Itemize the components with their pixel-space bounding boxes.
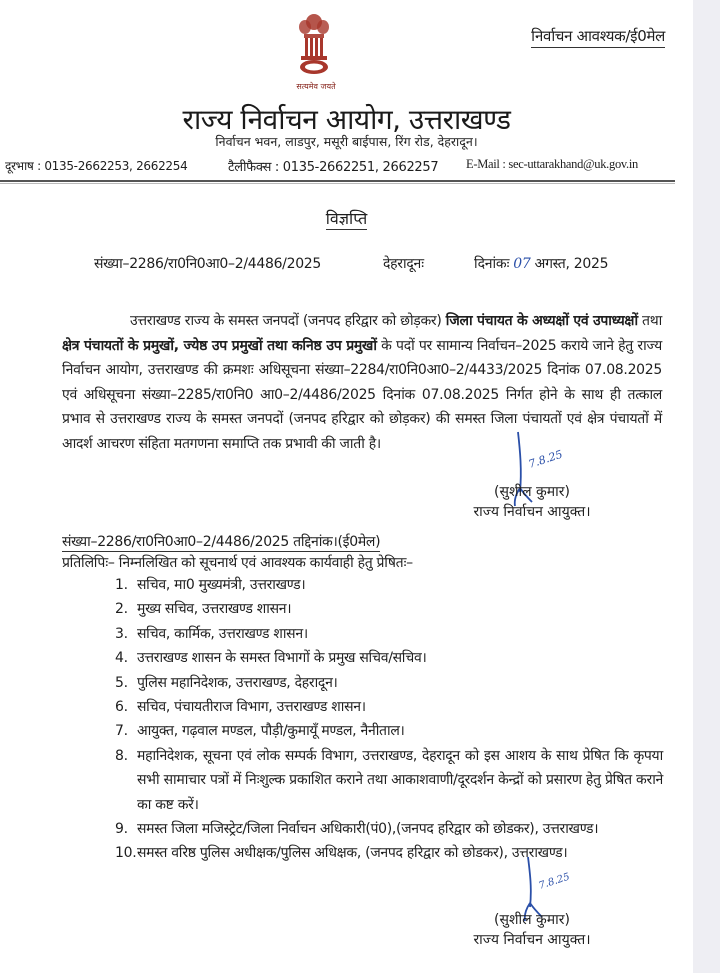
recipient-item xyxy=(115,719,663,743)
emblem-motto: सत्यमेव जयते xyxy=(296,82,336,91)
signature-initials-1: 7.8.25 xyxy=(526,447,565,471)
organization-address: निर्वाचन भवन, लाडपुर, मसूरी बाईपास, रिंग रोड, देहरादून। xyxy=(215,134,478,149)
recipient-item xyxy=(115,622,663,646)
body-bold-1: जिला पंचायत के अध्यक्षों एवं उपाध्यक्षों xyxy=(445,313,638,329)
organization-name: राज्य निर्वाचन आयोग, उत्तराखण्ड xyxy=(182,103,511,136)
recipient-item xyxy=(115,744,663,817)
body-text-2: तथा xyxy=(637,313,663,329)
recipient-number: 6. xyxy=(115,699,128,716)
viewer-side-strip xyxy=(693,0,720,973)
body-bold-2: क्षेत्र पंचायतों के प्रमुखों, ज्येष्ठ उप प्रमुखों तथा कनिष्ठ उप प्रमुखों xyxy=(62,337,377,354)
body-text-3: के पदों पर सामान्य निर्वाचन–2025 कराये जाने हेतु राज्य निर्वाचन आयोग, उत्तराखण्ड की क्रमशः अधिसूचना संख्या–2284/रा0नि0आ0–2/4433/2025 दिनांक 07.08.2025 एवं अधिसूचना संख्या–2285/रा0नि0 आ0–2/4486/2025 दिनांक 07.08.2025 निर्गत होने के साथ ही तत्काल प्रभाव से उत्तराखण्ड राज्य के समस्त जनपदों (जनपद हरिद्वार को छोड़कर) की समस्त जिला पंचायतों एवं क्षेत्र पंचायतों में आदर्श आचरण संहिता मतगणना समाप्ति तक प्रभावी की जाती है। xyxy=(62,337,662,452)
recipient-number: 3. xyxy=(115,625,128,642)
signatory-designation: राज्य निर्वाचन आयुक्त। xyxy=(473,932,591,948)
date-day-handwritten: 07 xyxy=(513,256,531,272)
signatory-name: (सुशील कुमार) xyxy=(494,484,570,500)
signatory-designation: राज्य निर्वाचन आयुक्त। xyxy=(473,504,591,520)
copy-reference: संख्या–2286/रा0नि0आ0–2/4486/2025 तद्दिनांक।(ई0मेल) xyxy=(62,534,381,550)
recipient-item xyxy=(115,671,663,695)
recipient-item xyxy=(115,597,663,621)
recipient-text: मुख्य सचिव, उत्तराखण्ड शासन। xyxy=(137,601,292,618)
email-address: E-Mail : sec-uttarakhand@uk.gov.in xyxy=(466,157,638,171)
notice-title xyxy=(0,207,693,229)
recipient-item xyxy=(115,817,663,841)
notice-date xyxy=(474,254,608,273)
recipient-number: 2. xyxy=(115,601,128,618)
recipient-item xyxy=(115,695,663,719)
header-divider-shadow xyxy=(0,183,675,184)
notice-reference: संख्या–2286/रा0नि0आ0–2/4486/2025 xyxy=(94,256,322,272)
recipient-item xyxy=(115,573,663,597)
phone-number: दूरभाष : 0135-2662253, 2662254 xyxy=(5,159,188,173)
signature-initials-2: 7.8.25 xyxy=(537,871,572,892)
recipient-text: पुलिस महानिदेशक, उत्तराखण्ड, देहरादून। xyxy=(137,674,338,691)
recipient-number: 10. xyxy=(115,845,137,862)
recipient-number: 8. xyxy=(115,747,128,764)
recipient-text: आयुक्त, गढ़वाल मण्डल, पौड़ी/कुमायूँ मण्डल, नैनीताल। xyxy=(137,723,405,740)
recipient-number: 9. xyxy=(115,821,128,838)
recipient-number: 5. xyxy=(115,674,128,691)
recipient-text: उत्तराखण्ड शासन के समस्त विभागों के प्रमुख सचिव/सचिव। xyxy=(137,650,427,667)
recipient-text: सचिव, कार्मिक, उत्तराखण्ड शासन। xyxy=(137,625,308,642)
recipient-text: समस्त वरिष्ठ पुलिस अधीक्षक/पुलिस अधिक्षक, (जनपद हरिद्वार को छोडकर), उत्तराखण्ड। xyxy=(137,845,568,862)
recipient-text: सचिव, पंचायतीराज विभाग, उत्तराखण्ड शासन। xyxy=(137,699,366,716)
recipient-number: 1. xyxy=(115,577,128,593)
header-tag: निर्वाचन आवश्यक/ई0मेल xyxy=(531,26,665,48)
recipient-item xyxy=(115,646,663,670)
recipient-number: 4. xyxy=(115,650,128,667)
notice-place: देहरादूनः xyxy=(383,256,424,272)
recipient-text: समस्त जिला मजिस्ट्रेट/जिला निर्वाचन अधिकारी(पं0),(जनपद हरिद्वार को छोडकर), उत्तराखण्ड। xyxy=(137,821,599,838)
telefax-number: टैलीफैक्स : 0135-2662251, 2662257 xyxy=(228,160,439,175)
signatory-name: (सुशील कुमार) xyxy=(494,912,570,928)
recipient-text: सचिव, मा0 मुख्यमंत्री, उत्तराखण्ड। xyxy=(137,577,306,593)
date-label: दिनांकः xyxy=(474,256,510,272)
recipient-list xyxy=(115,573,663,866)
body-text-1: उत्तराखण्ड राज्य के समस्त जनपदों (जनपद हरिद्वार को छोड़कर) xyxy=(130,313,446,329)
recipient-text: महानिदेशक, सूचना एवं लोक सम्पर्क विभाग, उत्तराखण्ड, देहरादून को इस आशय के साथ प्रेषित कि कृपया सभी सामाचार पत्रों में निःशुल्क प्रकाशित कराने तथा आकाशवाणी/दूरदर्शन केन्द्रों को प्रसारण हेतु प्रेषित कराने का कष्ट करें। xyxy=(137,747,663,813)
national-emblem-icon xyxy=(291,10,337,90)
copy-intro: प्रतिलिपिः– निम्नलिखित को सूचनार्थ एवं आवश्यक कार्यवाही हेतु प्रेषितः– xyxy=(62,555,413,571)
date-month-year: अगस्त, 2025 xyxy=(534,256,609,272)
recipient-number: 7. xyxy=(115,723,128,740)
header-divider xyxy=(0,180,675,182)
notice-title-text: विज्ञप्ति xyxy=(325,209,368,228)
signature-block-1 xyxy=(462,482,602,522)
signature-block-2 xyxy=(462,910,602,950)
